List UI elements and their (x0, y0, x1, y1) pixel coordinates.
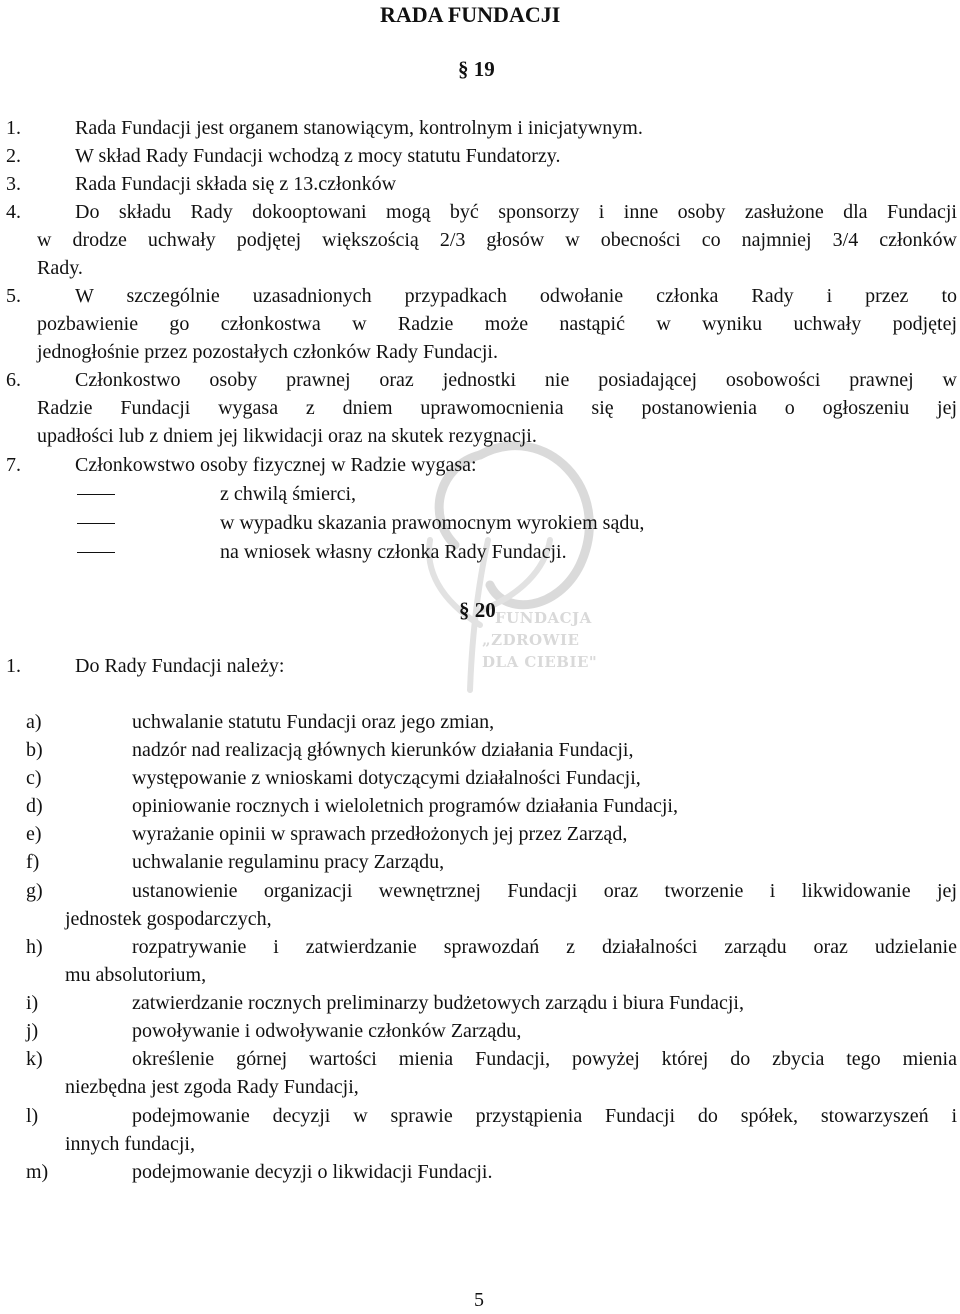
list-item-line: upadłości lub z dniem jej likwidacji oraz na skutek rezygnacji. (37, 425, 537, 447)
letter-item-text: określenie górnej wartości mienia Fundacji, powyżej której do zbycia tego mienia (132, 1048, 957, 1070)
list-item-line: w drodze uchwały podjętej większością 2/3 głosów w obecności co najmniej 3/4 członków (37, 229, 957, 251)
letter-item-text: opiniowanie rocznych i wieloletnich programów działania Fundacji, (132, 795, 678, 817)
watermark-line-1: FUNDACJA (495, 609, 592, 627)
list-item-line: W szczególnie uzasadnionych przypadkach odwołanie członka Rady i przez to (75, 285, 957, 307)
list-item-text: Członkowstwo osoby fizycznej w Radzie wygasa: (75, 454, 477, 476)
letter-item-text: nadzór nad realizacją głównych kierunków działania Fundacji, (132, 739, 634, 761)
letter-item-text: podejmowanie decyzji o likwidacji Fundacji. (132, 1161, 493, 1183)
watermark-line-3: DLA CIEBIE" (482, 653, 598, 671)
list-number: 3. (6, 173, 21, 195)
list-item-line: Członkostwo osoby prawnej oraz jednostki nie posiadającej osobowości prawnej w (75, 369, 957, 391)
bullet-text: na wniosek własny członka Rady Fundacji. (220, 541, 567, 563)
list-item-text: Rada Fundacji składa się z 13.członków (75, 173, 397, 195)
letter-label: h) (26, 936, 43, 958)
section-20-heading: § 20 (459, 598, 496, 622)
watermark-line-2: „ZDROWIE (482, 631, 580, 649)
list-number: 1. (6, 655, 21, 677)
letter-label: j) (26, 1020, 39, 1042)
list-item-line: Rady. (37, 257, 83, 279)
letter-label: b) (26, 739, 43, 761)
page-number: 5 (474, 1289, 484, 1311)
list-number: 1. (6, 117, 21, 139)
bullet-text: w wypadku skazania prawomocnym wyrokiem sądu, (220, 512, 645, 534)
list-item-line: jednogłośnie przez pozostałych członków Rady Fundacji. (37, 341, 498, 363)
letter-label: e) (26, 823, 42, 845)
letter-label: a) (26, 711, 42, 733)
list-item-text: W skład Rady Fundacji wchodzą z mocy statutu Fundatorzy. (75, 145, 561, 167)
document-title: RADA FUNDACJI (380, 2, 561, 27)
section-19-heading: § 19 (458, 57, 495, 81)
list-number: 6. (6, 369, 21, 391)
letter-item-text: występowanie z wnioskami dotyczącymi działalności Fundacji, (132, 767, 641, 789)
letter-item-text: wyrażanie opinii w sprawach przedłożonych jej przez Zarząd, (132, 823, 628, 845)
letter-item-text: powoływanie i odwoływanie członków Zarządu, (132, 1020, 522, 1042)
list-number: 2. (6, 145, 21, 167)
letter-item-text: ustanowienie organizacji wewnętrznej Fundacji oraz tworzenie i likwidowanie jej (132, 880, 957, 902)
letter-item-text: rozpatrywanie i zatwierdzanie sprawozdań z działalności zarządu oraz udzielanie (132, 936, 957, 958)
letter-item-continuation: niezbędna jest zgoda Rady Fundacji, (65, 1076, 359, 1098)
letter-item-continuation: innych fundacji, (65, 1133, 195, 1155)
list-item-line: pozbawienie go członkostwa w Radzie może nastąpić w wyniku uchwały podjętej (37, 313, 957, 335)
letter-label: d) (26, 795, 43, 817)
letter-label: k) (26, 1048, 43, 1070)
letter-label: i) (26, 992, 39, 1014)
bullet-dash (77, 552, 115, 553)
bullet-dash (77, 523, 115, 524)
letter-label: c) (26, 767, 42, 789)
list-item-text: Rada Fundacji jest organem stanowiącym, kontrolnym i inicjatywnym. (75, 117, 643, 139)
list-item-line: Radzie Fundacji wygasa z dniem uprawomocnienia się postanowienia o ogłoszeniu jej (37, 397, 957, 419)
letter-label: f) (26, 851, 40, 873)
letter-label: g) (26, 880, 43, 902)
list-item-text: Do Rady Fundacji należy: (75, 655, 285, 677)
list-number: 7. (6, 454, 21, 476)
list-number: 5. (6, 285, 21, 307)
bullet-dash (77, 494, 115, 495)
bullet-text: z chwilą śmierci, (220, 483, 357, 505)
letter-label: l) (26, 1105, 39, 1127)
letter-item-text: uchwalanie statutu Fundacji oraz jego zmian, (132, 711, 495, 733)
letter-label: m) (26, 1161, 49, 1183)
letter-item-text: uchwalanie regulaminu pracy Zarządu, (132, 851, 445, 873)
letter-item-continuation: mu absolutorium, (65, 964, 207, 986)
list-item-line: Do składu Rady dokooptowani mogą być sponsorzy i inne osoby zasłużone dla Fundacji (75, 201, 957, 223)
letter-item-text: podejmowanie decyzji w sprawie przystąpienia Fundacji do spółek, stowarzyszeń i (132, 1105, 957, 1127)
list-number: 4. (6, 201, 21, 223)
letter-item-text: zatwierdzanie rocznych preliminarzy budżetowych zarządu i biura Fundacji, (132, 992, 744, 1014)
letter-item-continuation: jednostek gospodarczych, (65, 908, 272, 930)
